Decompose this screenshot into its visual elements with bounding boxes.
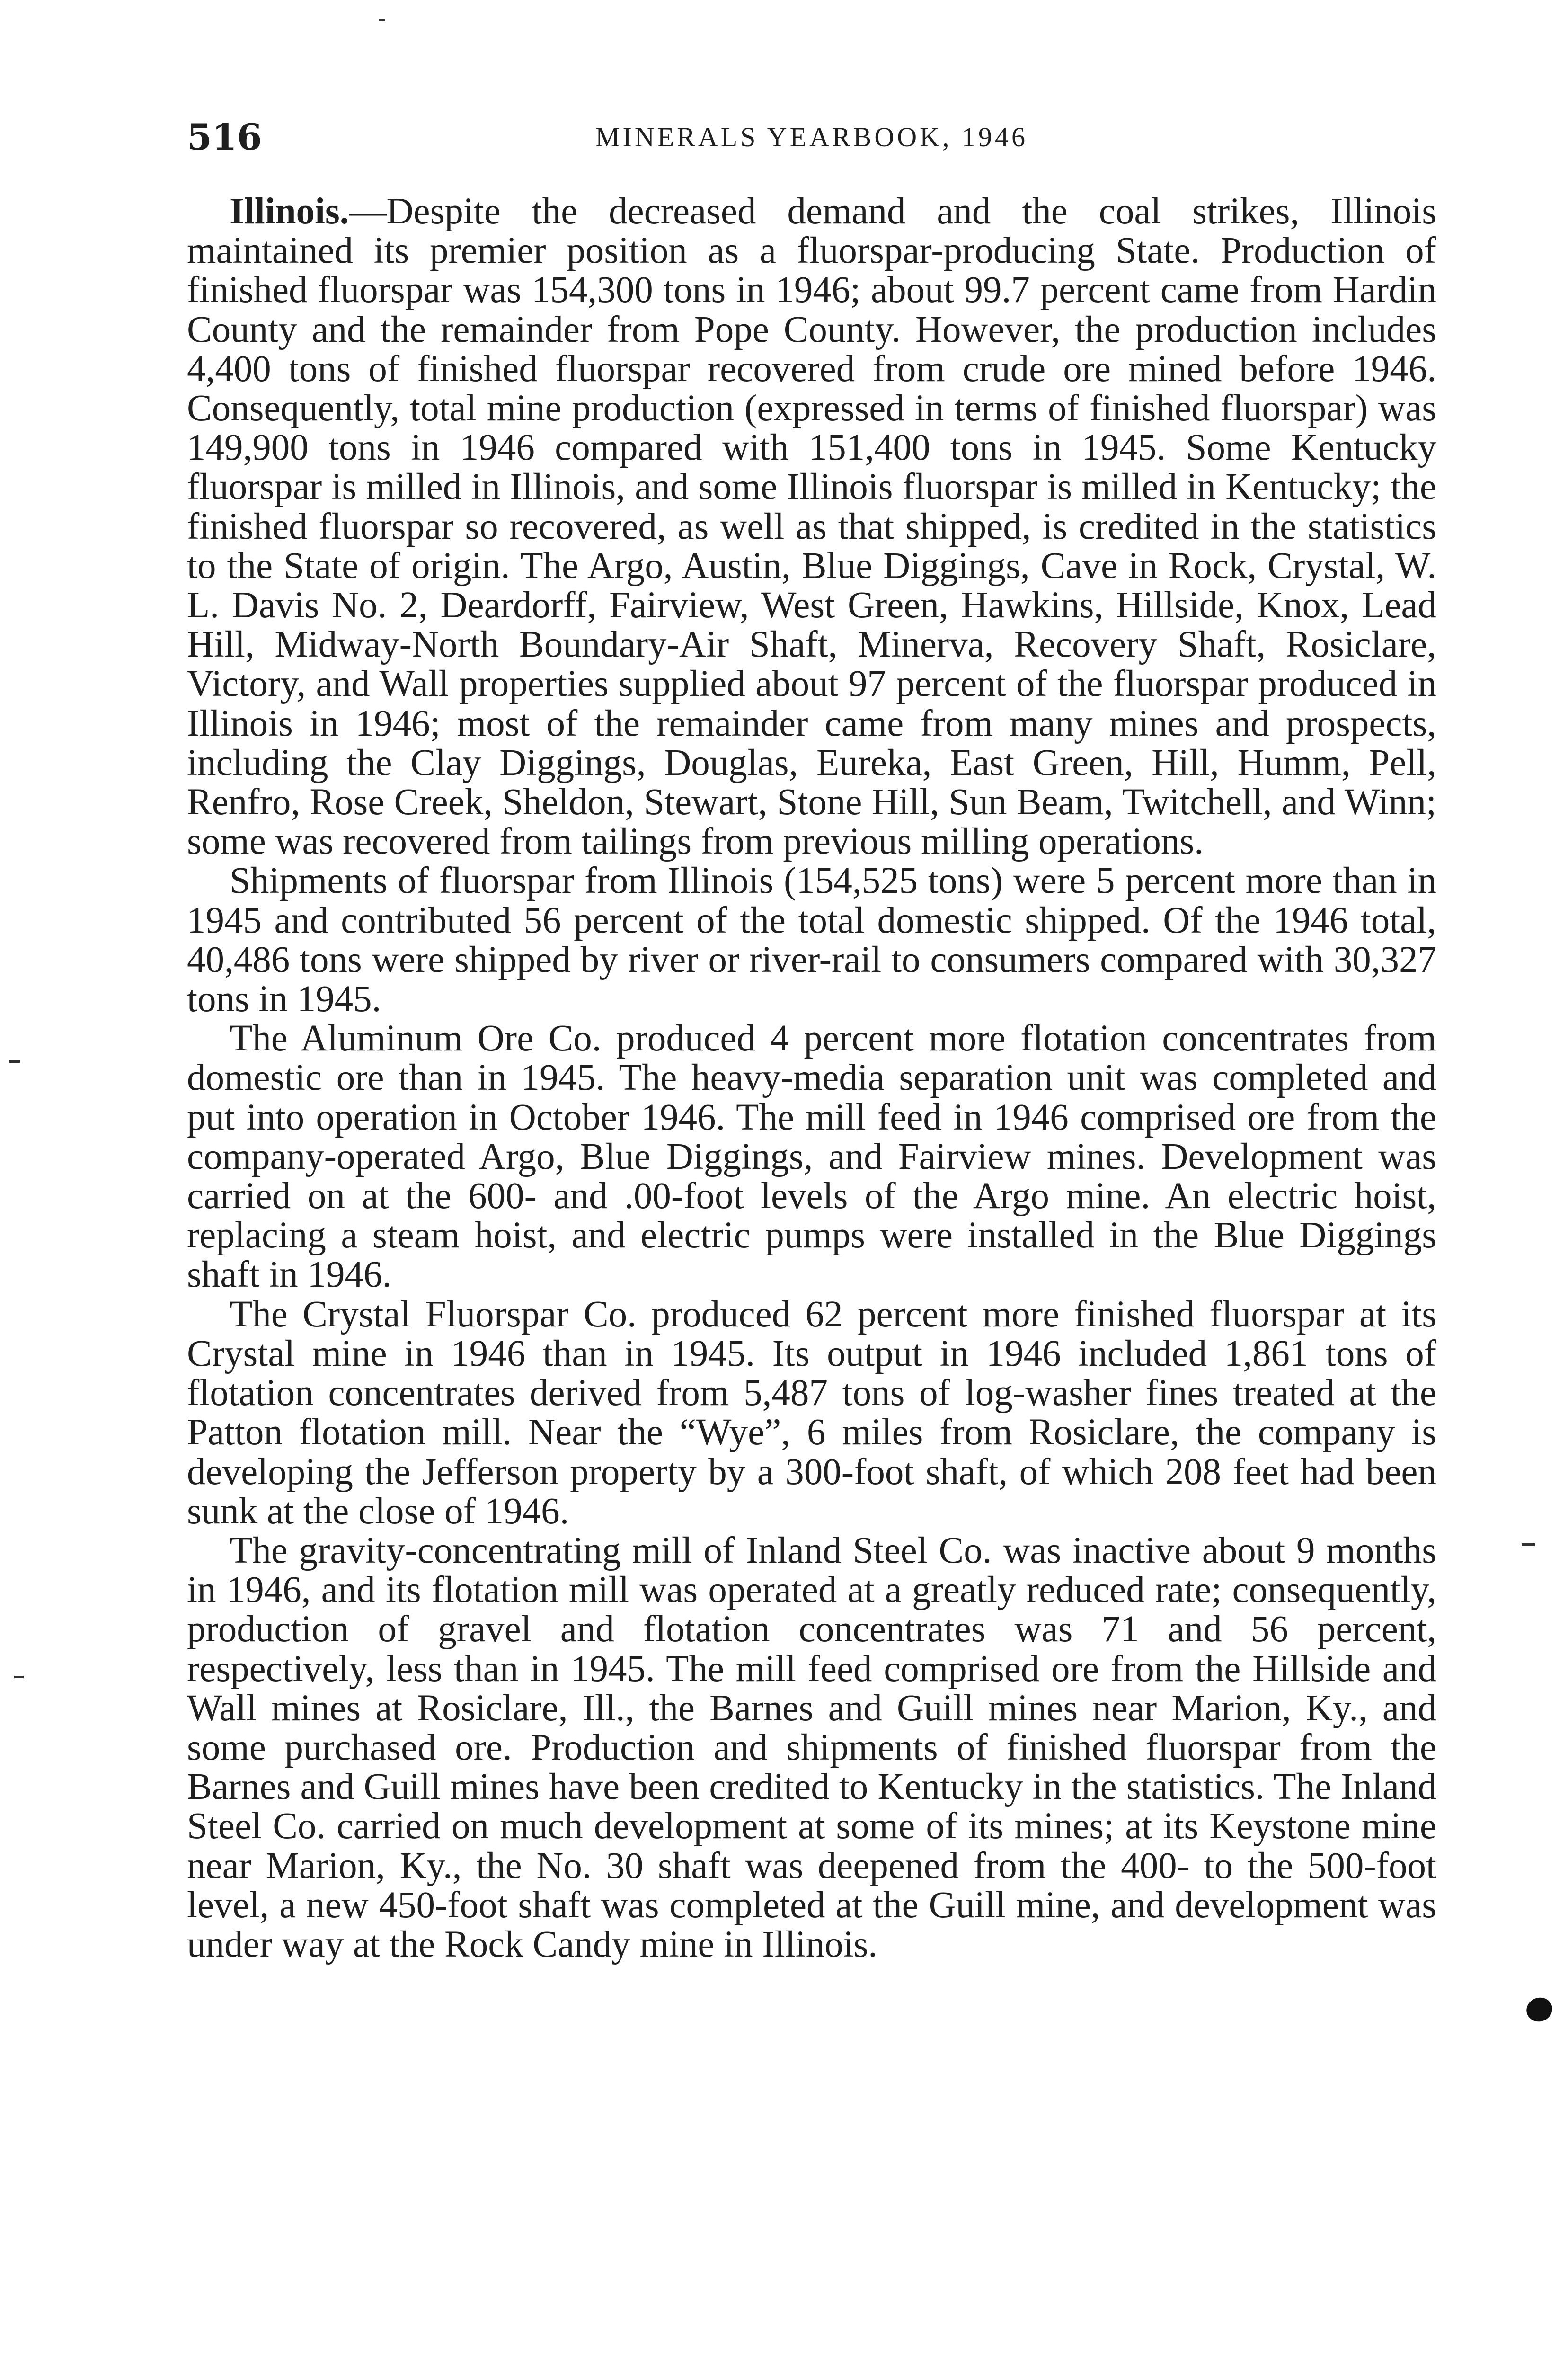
margin-speck — [14, 1676, 24, 1678]
body-text — [187, 192, 1436, 1964]
margin-speck — [379, 19, 385, 21]
paragraph-text: The gravity-concentrating mill of Inland Steel Co. was inactive about 9 months in 1946, and its flotation mill was operated at a greatly reduced rate; consequently, production of gravel and flotation concentrates was 71 and 56 percent, respectively, less than in 1945. The mill feed comprised ore from the Hillside and Wall mines at Rosiclare, Ill., the Barnes and Guill mines near Marion, Ky., and some purchased ore. Production and shipments of finished fluorspar from the Barnes and Guill mines have been credited to Kentucky in the statistics. The Inland Steel Co. carried on much development at some of its mines; at its Keystone mine near Marion, Ky., the No. 30 shaft was deepened from the 400- to the 500-foot level, a new 450-foot shaft was completed at the Guill mine, and development was under way at the Rock Candy mine in Illinois. — [187, 1530, 1436, 1965]
margin-speck — [1522, 1543, 1535, 1546]
paragraph-shipments — [187, 861, 1436, 1019]
paragraph-text: The Aluminum Ore Co. produced 4 percent more flotation concentrates from domestic ore than in 1945. The heavy-media separation unit was completed and put into operation in October 1946. The mill feed in 1946 comprised ore from the company-operated Argo, Blue Diggings, and Fairview mines. Development was carried on at the 600- and .00-foot levels of the Argo mine. An electric hoist, replacing a steam hoist, and electric pumps were installed in the Blue Diggings shaft in 1946. — [187, 1018, 1436, 1296]
paragraph-lead: Illinois. — [230, 191, 349, 232]
paragraph-inland-steel — [187, 1531, 1436, 1964]
paragraph-aluminum-ore — [187, 1019, 1436, 1294]
paragraph-text: The Crystal Fluorspar Co. produced 62 percent more finished fluorspar at its Crystal mine in 1946 than in 1945. Its output in 1946 included 1,861 tons of flotation concentrates derived from 5,487 tons of log-washer fines treated at the Patton flotation mill. Near the “Wye”, 6 miles from Rosiclare, the company is developing the Jefferson property by a 300-foot shaft, of which 208 feet had been sunk at the close of 1946. — [187, 1293, 1436, 1532]
ink-blot-mark — [1523, 1994, 1556, 2025]
page-number: 516 — [187, 116, 262, 158]
paragraph-text: Shipments of fluorspar from Illinois (154,525 tons) were 5 percent more than in 1945 and contributed 56 percent of the total domestic shipped. Of the 1946 total, 40,486 tons were shipped by river or river-rail to consumers compared with 30,327 tons in 1945. — [187, 860, 1436, 1020]
paragraph-crystal-fluorspar — [187, 1295, 1436, 1531]
margin-speck — [9, 1060, 20, 1063]
paragraph-text: —Despite the decreased demand and the coal strikes, Illinois maintained its premier position as a fluorspar-producing State. Production of finished fluorspar was 154,300 tons in 1946; about 99.7 percent came from Hardin County and the remainder from Pope County. However, the production includes 4,400 tons of finished fluorspar recovered from crude ore mined before 1946. Consequently, total mine production (expressed in terms of finished fluorspar) was 149,900 tons in 1946 compared with 151,400 tons in 1945. Some Kentucky fluorspar is milled in Illinois, and some Illinois fluorspar is milled in Kentucky; the finished fluorspar so recovered, as well as that shipped, is credited in the statistics to the State of origin. The Argo, Austin, Blue Diggings, Cave in Rock, Crystal, W. L. Davis No. 2, Deardorff, Fairview, West Green, Hawkins, Hillside, Knox, Lead Hill, Midway-North Boundary-Air Shaft, Minerva, Recovery Shaft, Rosiclare, Victory, and Wall properties supplied about 97 percent of the fluorspar produced in Illinois in 1946; most of the remainder came from many mines and prospects, including the Clay Diggings, Douglas, Eureka, East Green, Hill, Humm, Pell, Renfro, Rose Creek, Sheldon, Stewart, Stone Hill, Sun Beam, Twitchell, and Winn; some was recovered from tailings from previous milling operations. — [187, 191, 1436, 863]
running-head: MINERALS YEARBOOK, 1946 — [595, 122, 1028, 152]
page-header — [187, 111, 1436, 163]
paragraph-illinois — [187, 192, 1436, 861]
